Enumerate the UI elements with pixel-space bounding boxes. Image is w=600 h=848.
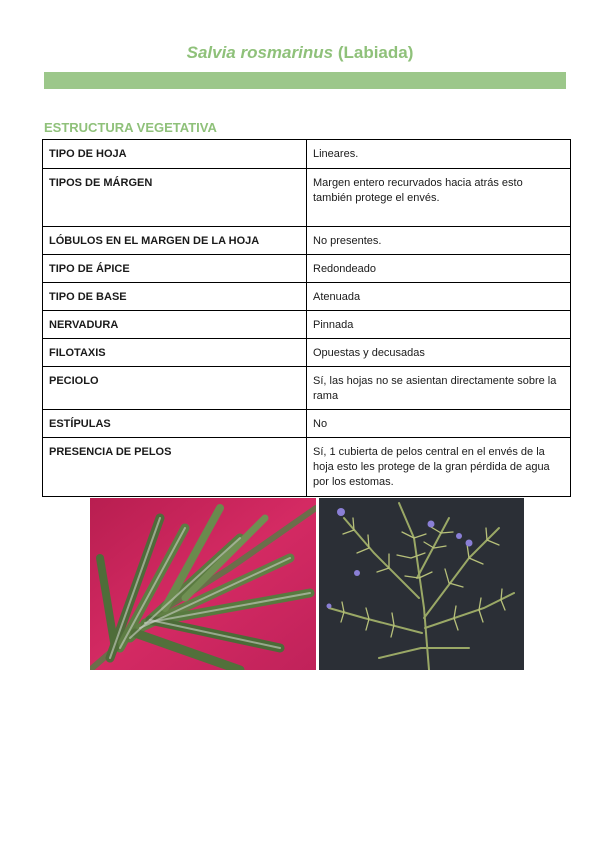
- row-label: TIPOS DE MÁRGEN: [43, 169, 307, 227]
- table-row: [43, 311, 571, 339]
- row-value: Pinnada: [307, 311, 571, 339]
- table-row: [43, 339, 571, 367]
- row-label: TIPO DE BASE: [43, 283, 307, 311]
- row-value: No presentes.: [307, 227, 571, 255]
- rosemary-leaves-photo: [90, 498, 316, 670]
- row-label: TIPO DE ÁPICE: [43, 255, 307, 283]
- title-underline-bar: [44, 72, 566, 89]
- table-row: [43, 227, 571, 255]
- row-value: Margen entero recurvados hacia atrás esto también protege el envés.: [307, 169, 571, 227]
- row-value: Opuestas y decusadas: [307, 339, 571, 367]
- row-label: NERVADURA: [43, 311, 307, 339]
- row-value: Redondeado: [307, 255, 571, 283]
- row-label: TIPO DE HOJA: [43, 140, 307, 169]
- row-label: PECIOLO: [43, 367, 307, 410]
- row-value: Lineares.: [307, 140, 571, 169]
- row-value: No: [307, 410, 571, 438]
- table-row: [43, 410, 571, 438]
- row-value: Sí, las hojas no se asientan directamente sobre la rama: [307, 367, 571, 410]
- row-label: FILOTAXIS: [43, 339, 307, 367]
- table-row: [43, 367, 571, 410]
- row-label: LÓBULOS EN EL MARGEN DE LA HOJA: [43, 227, 307, 255]
- table-row: [43, 255, 571, 283]
- properties-table: [42, 139, 571, 497]
- table-row: [43, 438, 571, 497]
- species-name: Salvia rosmarinus: [186, 43, 334, 62]
- table-row: [43, 283, 571, 311]
- row-value: Sí, 1 cubierta de pelos central en el envés de la hoja esto les protege de la gran pérdida de agua por los estomas.: [307, 438, 571, 497]
- rosemary-branch-photo: [319, 498, 524, 670]
- row-label: ESTÍPULAS: [43, 410, 307, 438]
- table-row: [43, 140, 571, 169]
- page-title: [0, 43, 600, 63]
- family-name: (Labiada): [337, 43, 414, 62]
- row-label: PRESENCIA DE PELOS: [43, 438, 307, 497]
- table-row: [43, 169, 571, 227]
- section-title: ESTRUCTURA VEGETATIVA: [44, 120, 217, 135]
- row-value: Atenuada: [307, 283, 571, 311]
